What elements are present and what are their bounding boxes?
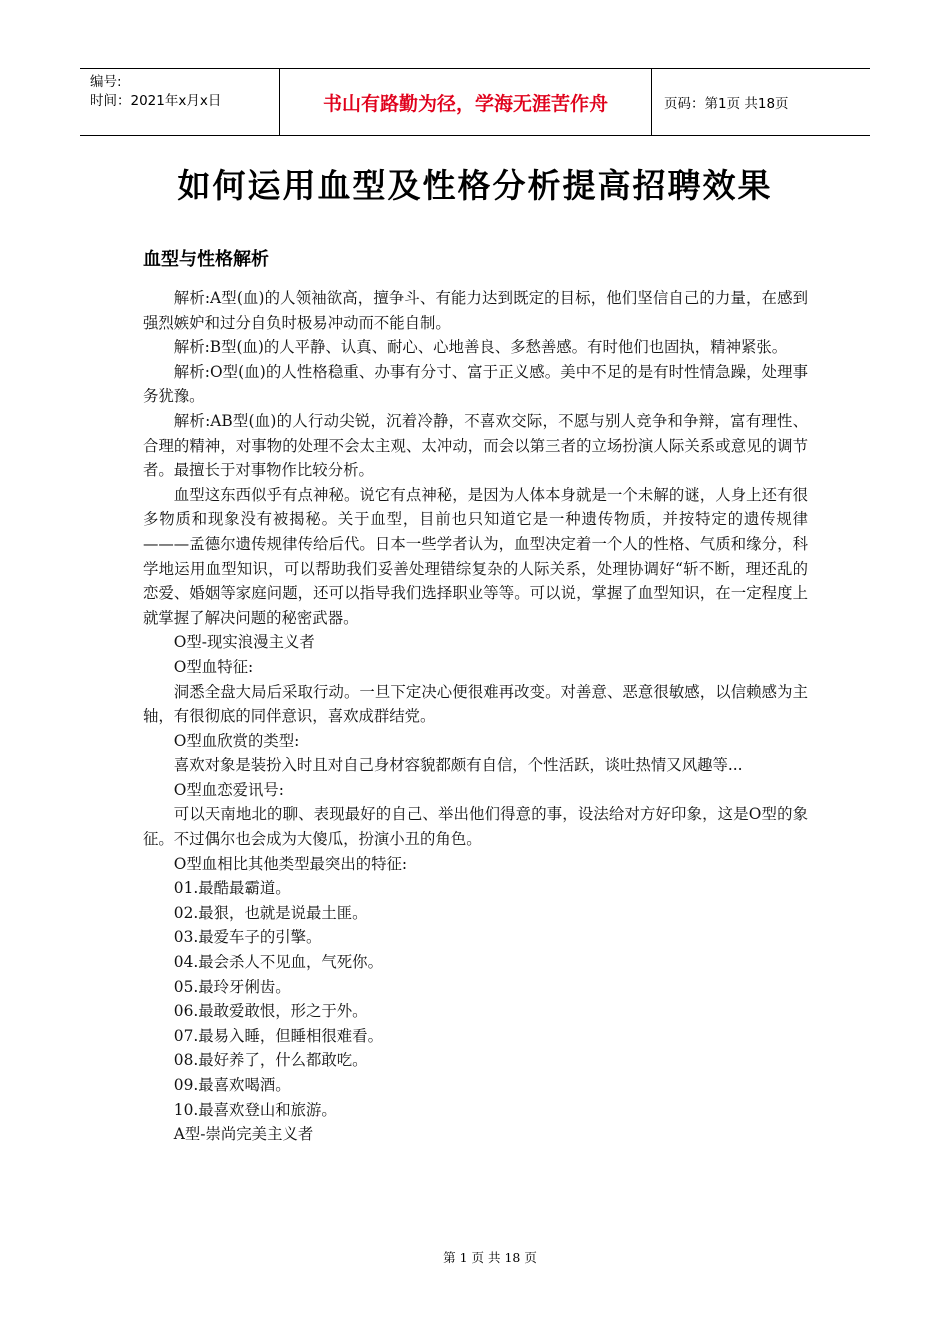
paragraph: O型血欣赏的类型: (173, 731, 300, 750)
paragraph: 解析:AB型(血)的人行动尖锐，沉着冷静，不喜欢交际，不愿与别人竞争和争辩，富有理性、合理的精神，对事物的处理不会太主观、太冲动，而会以第三者的立场扮演人际关系或意见的调节者。最擅长于对事物作比较分析。 (143, 411, 808, 480)
document-title: 如何运用血型及性格分析提高招聘效果 (177, 166, 773, 205)
paragraph: 解析:O型(血)的人性格稳重、办事有分寸、富于正义感。美中不足的是有时性情急躁，处理事务犹豫。 (143, 362, 808, 406)
list-item: 05.最玲牙俐齿。 (173, 977, 291, 996)
paragraph: 喜欢对象是装扮入时且对自己身材容貌都颇有自信，个性活跃，谈吐热情又风趣等... (173, 756, 743, 775)
paragraph: 洞悉全盘大局后采取行动。一旦下定决心便很难再改变。对善意、恶意很敏感，以信赖感为主轴，有很彻底的同伴意识，喜欢成群结党。 (143, 682, 808, 726)
paragraph: O型-现实浪漫主义者 (173, 633, 315, 652)
list-item: 04.最会杀人不见血，气死你。 (173, 953, 383, 972)
paragraph: 解析:A型(血)的人领袖欲高，擅争斗、有能力达到既定的目标，他们坚信自己的力量，在感到强烈嫉妒和过分自负时极易冲动而不能自制。 (143, 289, 808, 332)
paragraph: O型血恋爱讯号: (173, 780, 284, 799)
page-header (80, 68, 870, 136)
paragraph: O型血相比其他类型最突出的特征: (173, 854, 408, 873)
header-meta (80, 69, 280, 135)
header-page-info: 页码：第1页 共18页 (664, 96, 789, 112)
document-body (143, 286, 808, 1147)
header-motto: 书山有路勤为径，学海无涯苦作舟 (280, 69, 652, 135)
paragraph: 可以天南地北的聊、表现最好的自己、举出他们得意的事，设法给对方好印象，这是O型的象征。不过偶尔也会成为大傻瓜，扮演小丑的角色。 (143, 805, 808, 849)
list-item: 03.最爱车子的引擎。 (173, 928, 322, 947)
list-item: 01.最酷最霸道。 (173, 879, 291, 898)
list-item: 06.最敢爱敢恨，形之于外。 (173, 1002, 368, 1021)
paragraph: O型血特征: (173, 657, 254, 676)
paragraph: 解析:B型(血)的人平静、认真、耐心、心地善良、多愁善感。有时他们也固执，精神紧张。 (173, 338, 788, 357)
document-number: 编号: (90, 74, 122, 90)
paragraph: A型-崇尚完美主义者 (173, 1125, 314, 1144)
paragraph: 血型这东西似乎有点神秘。说它有点神秘，是因为人体本身就是一个未解的谜，人身上还有很多物质和现象没有被揭秘。关于血型，目前也只知道它是一种遗传物质，并按特定的遗传规律———孟德尔遗传规律传给后代。日本一些学者认为，血型决定着一个人的性格、气质和缘分，科学地运用血型知识，可以帮助我们妥善处理错综复杂的人际关系，处理协调好“斩不断，理还乱的恋爱、婚姻等家庭问题，还可以指导我们选择职业等等。可以说，掌握了血型知识，在一定程度上就掌握了解决问题的秘密武器。 (143, 485, 808, 627)
section-heading: 血型与性格解析 (143, 249, 269, 270)
document-date: 时间：2021年x月x日 (90, 93, 222, 109)
page-footer: 第 1 页 共 18 页 (443, 1250, 537, 1265)
list-item: 02.最狠，也就是说最土匪。 (173, 903, 368, 922)
list-item: 07.最易入睡，但睡相很难看。 (173, 1026, 383, 1045)
list-item: 08.最好养了，什么都敢吃。 (173, 1051, 368, 1070)
list-item: 09.最喜欢喝酒。 (173, 1076, 291, 1094)
list-item: 10.最喜欢登山和旅游。 (173, 1100, 337, 1119)
